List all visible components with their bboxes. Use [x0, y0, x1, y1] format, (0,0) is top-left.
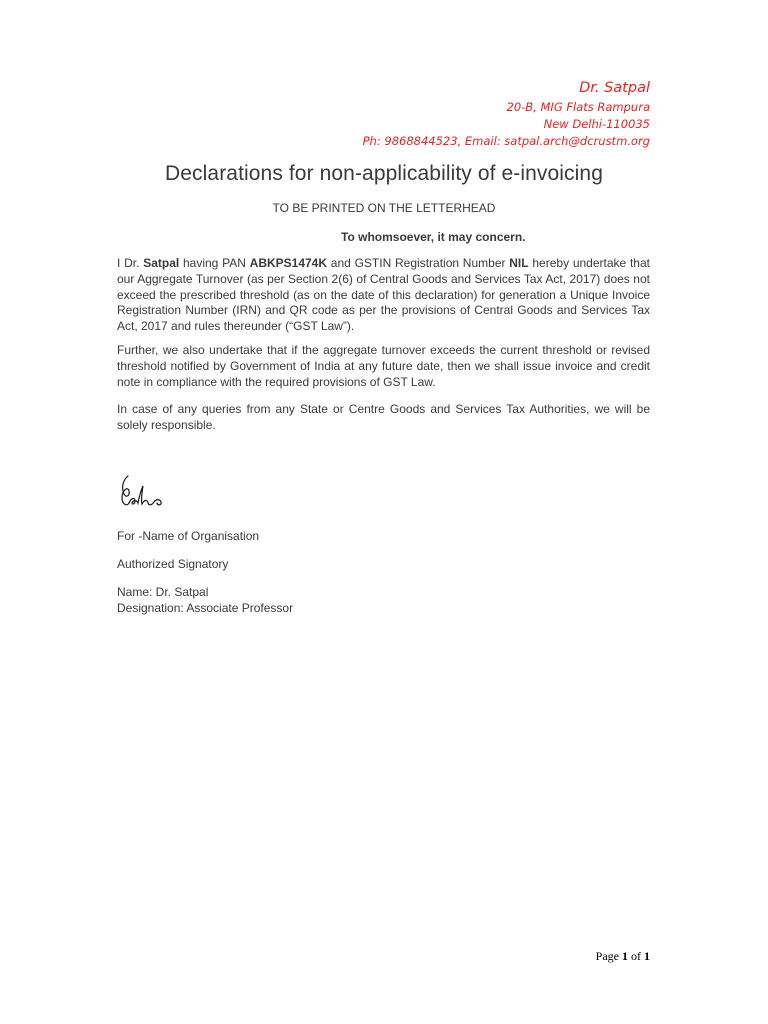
handwritten-signature	[114, 470, 174, 514]
letterhead-contact: Ph: 9868844523, Email: satpal.arch@dcrustm.org	[362, 134, 650, 148]
gstin-number: NIL	[509, 256, 529, 270]
declarant-name: Satpal	[143, 256, 180, 270]
signatory-designation: Designation: Associate Professor	[117, 600, 294, 615]
signatory-name: Name: Dr. Satpal	[117, 585, 209, 599]
of-label: of	[628, 949, 644, 963]
declaration-paragraph-2: Further, we also undertake that if the aggregate turnover exceeds the current threshold or revised threshold notified by Government of India at any future date, then we shall issue invoice and credit note in compliance with the required provisions of GST Law.	[117, 343, 650, 389]
p1-text-3: and GSTIN Registration Number	[327, 256, 510, 270]
current-page: 1	[622, 949, 628, 963]
total-pages: 1	[644, 949, 650, 963]
page-number	[596, 949, 650, 964]
p1-text-2: having PAN	[179, 256, 250, 270]
page-label: Page	[595, 949, 622, 963]
salutation: To whomsoever, it may concern.	[341, 230, 526, 244]
letterhead-address-line1: 20-B, MIG Flats Rampura	[506, 100, 650, 114]
signatory-details	[117, 585, 293, 617]
letterhead-address-line2: New Delhi-110035	[543, 117, 650, 131]
organisation-line: For -Name of Organisation	[117, 529, 260, 543]
pan-number: ABKPS1474K	[249, 256, 328, 270]
declaration-paragraph-3: In case of any queries from any State or Centre Goods and Services Tax Authorities, we will be solely responsible.	[117, 402, 650, 432]
authorized-signatory: Authorized Signatory	[117, 557, 229, 571]
document-subtitle: TO BE PRINTED ON THE LETTERHEAD	[272, 201, 496, 215]
declaration-paragraph-1	[117, 256, 650, 335]
p1-text-1: I Dr.	[117, 256, 144, 270]
letterhead	[363, 78, 650, 150]
document-title: Declarations for non-applicability of e-invoicing	[165, 162, 603, 185]
letterhead-name: Dr. Satpal	[579, 80, 650, 96]
p1-text-4: hereby undertake that our Aggregate Turnover (as per Section 2(6) of Central Goods and Services Tax Act, 2017) does not exceed the prescribed threshold (as on the date of this declaration) for generation a Unique Invoice Registration Number (IRN) and QR code as per the provisions of Central Goods and Services Tax Act, 2017 and rules thereunder (“GST Law”).	[117, 256, 650, 334]
